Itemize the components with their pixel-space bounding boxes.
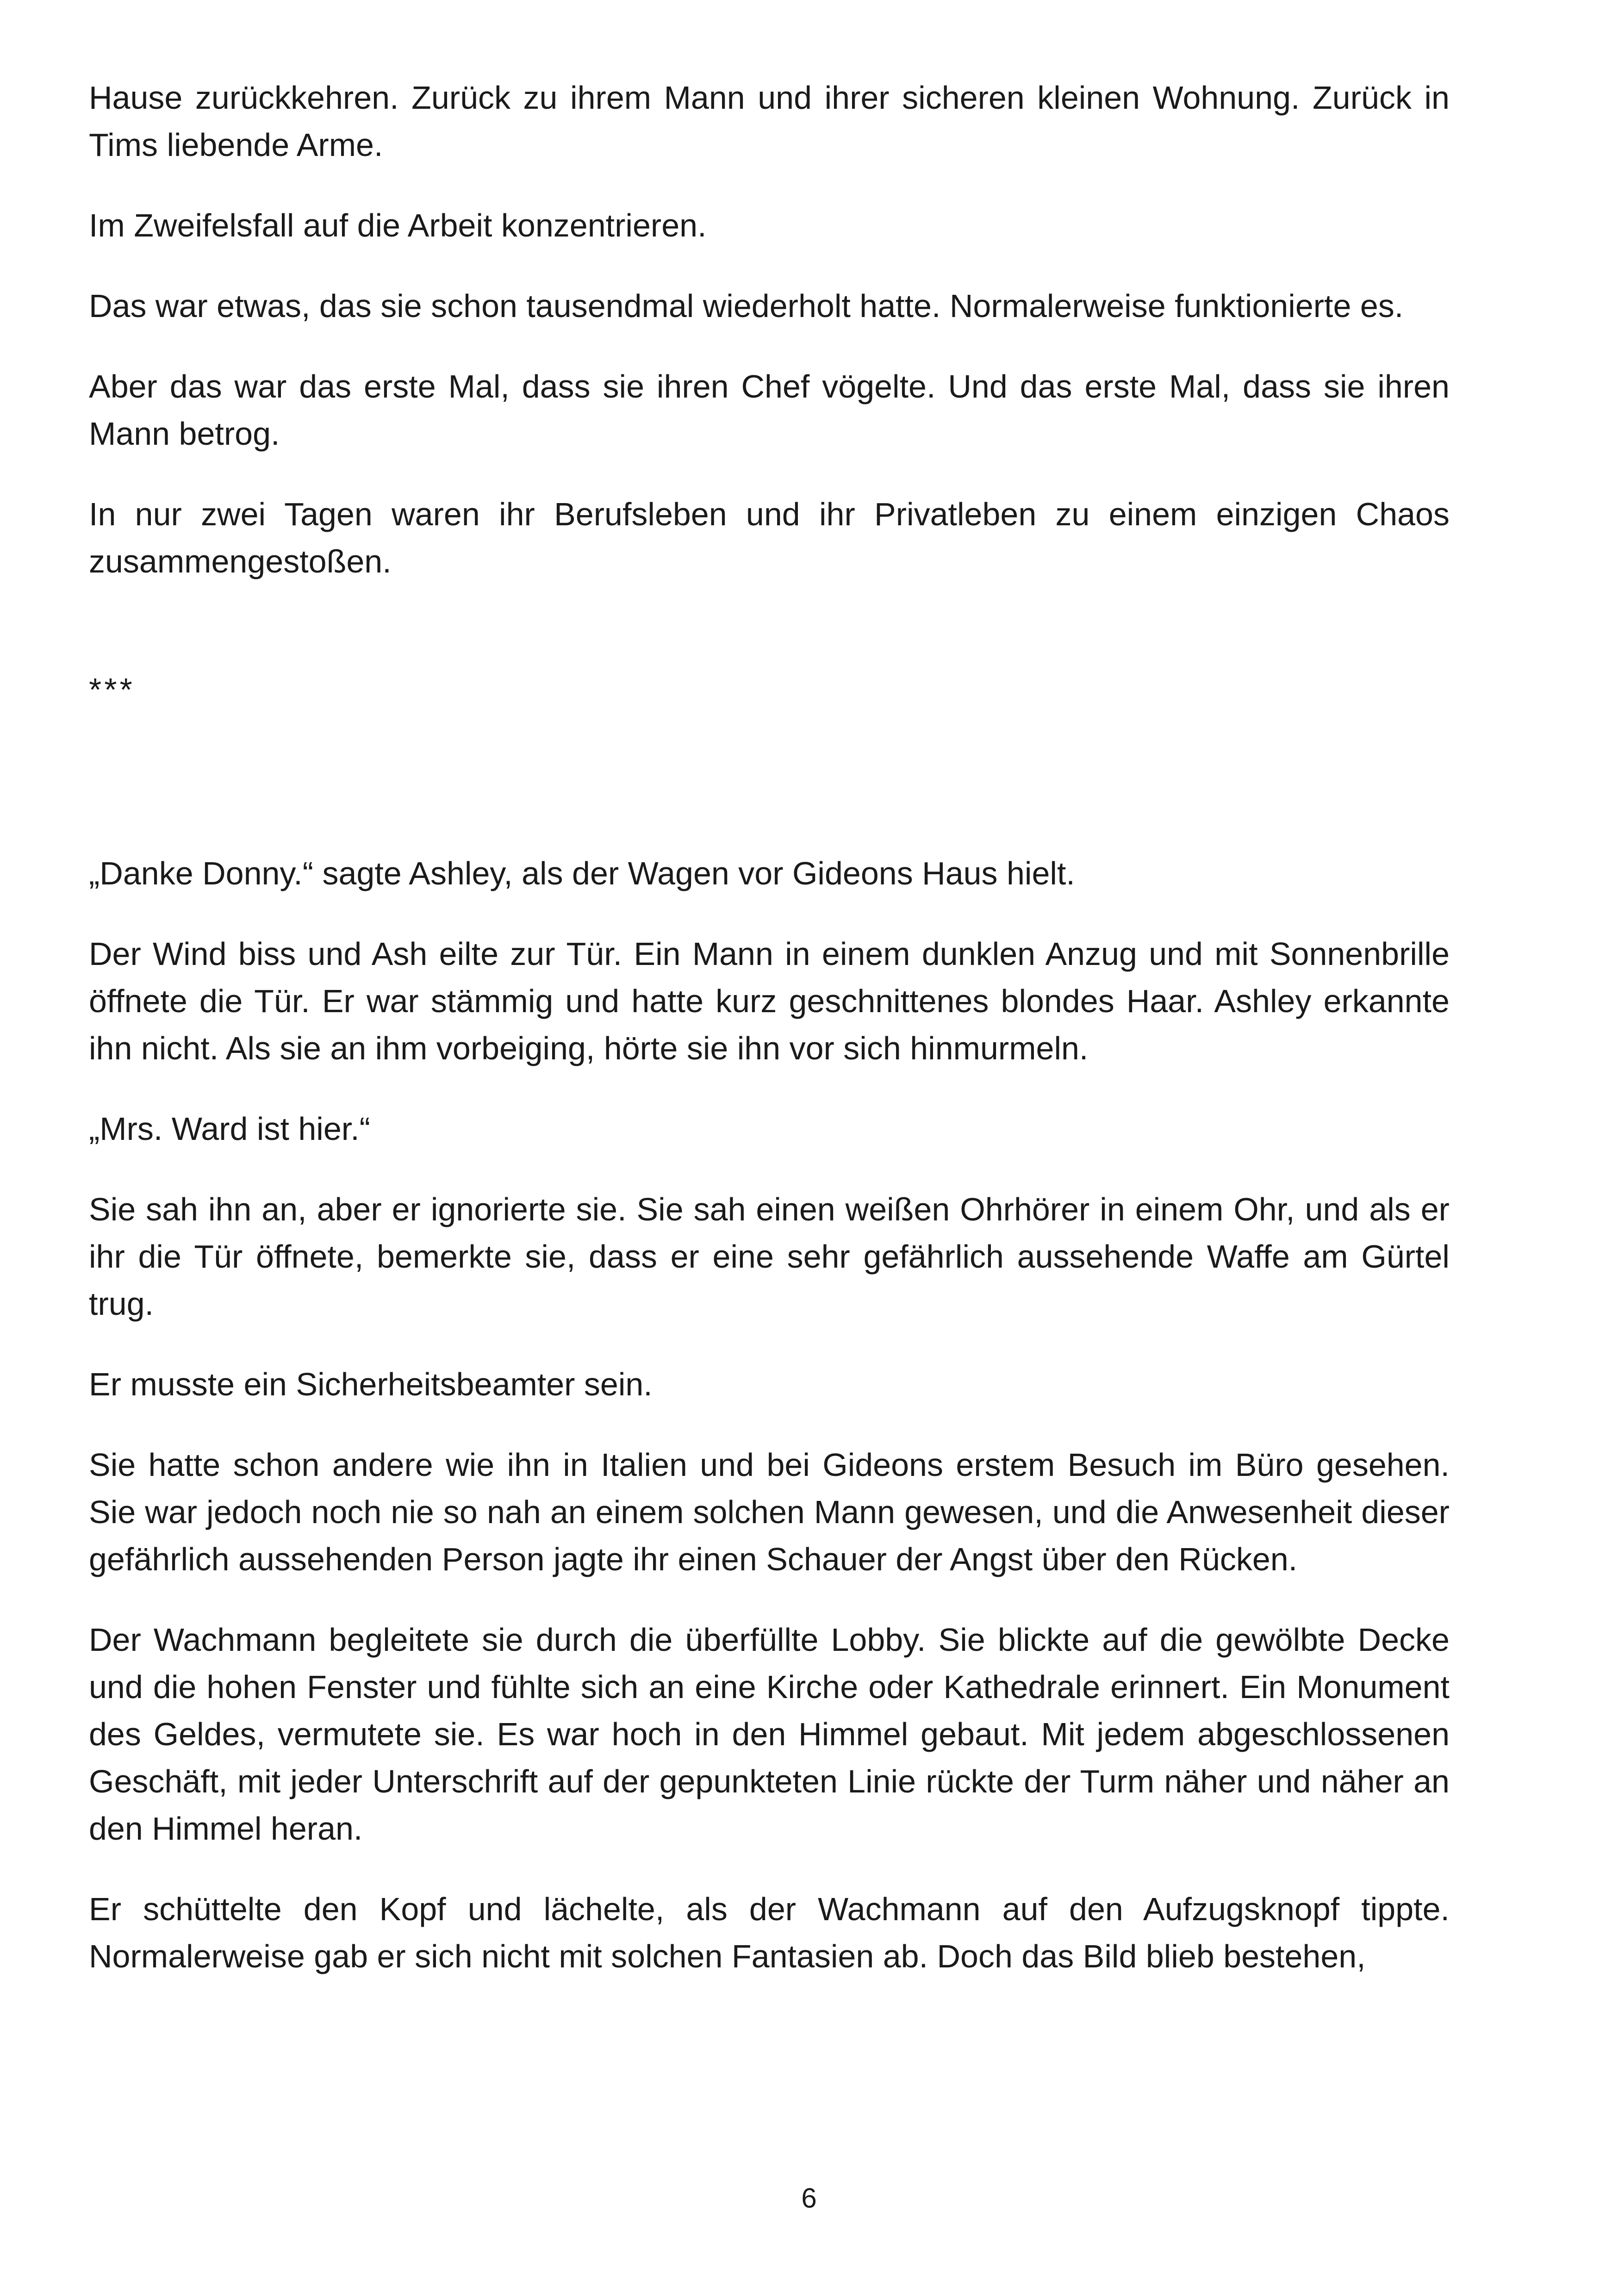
text-body	[89, 74, 1450, 2013]
scene-break: ***	[89, 672, 135, 708]
paragraph: Er musste ein Sicherheitsbeamter sein.	[89, 1366, 653, 1402]
paragraph: Er schüttelte den Kopf und lächelte, als der Wachmann auf den Aufzugsknopf tippte. Normalerweise gab er sich nicht mit solchen Fantasien ab. Doch das Bild blieb bestehen,	[89, 1891, 1450, 1974]
paragraph: In nur zwei Tagen waren ihr Berufsleben und ihr Privatleben zu einem einzigen Chaos zusammengestoßen.	[89, 496, 1450, 579]
paragraph: „Danke Donny.“ sagte Ashley, als der Wagen vor Gideons Haus hielt.	[89, 855, 1075, 891]
paragraph: „Mrs. Ward ist hier.“	[89, 1111, 370, 1147]
paragraph: Das war etwas, das sie schon tausendmal wiederholt hatte. Normalerweise funktionierte es.	[89, 288, 1404, 324]
page-number: 6	[801, 2183, 817, 2214]
paragraph: Hause zurückkehren. Zurück zu ihrem Mann und ihrer sicheren kleinen Wohnung. Zurück in Tims liebende Arme.	[89, 80, 1450, 163]
paragraph: Der Wind biss und Ash eilte zur Tür. Ein Mann in einem dunklen Anzug und mit Sonnenbrille öffnete die Tür. Er war stämmig und hatte kurz geschnittenes blondes Haar. Ashley erkannte ihn nicht. Als sie an ihm vorbeiging, hörte sie ihn vor sich hinmurmeln.	[89, 936, 1450, 1066]
paragraph: Aber das war das erste Mal, dass sie ihren Chef vögelte. Und das erste Mal, dass sie ihren Mann betrog.	[89, 368, 1450, 452]
paragraph: Sie hatte schon andere wie ihn in Italien und bei Gideons erstem Besuch im Büro gesehen. Sie war jedoch noch nie so nah an einem solchen Mann gewesen, und die Anwesenheit dieser gefährlich aussehenden Person jagte ihr einen Schauer der Angst über den Rücken.	[89, 1447, 1450, 1577]
paragraph: Sie sah ihn an, aber er ignorierte sie. Sie sah einen weißen Ohrhörer in einem Ohr, und als er ihr die Tür öffnete, bemerkte sie, dass er eine sehr gefährlich aussehende Waffe am Gürtel trug.	[89, 1191, 1450, 1322]
paragraph: Im Zweifelsfall auf die Arbeit konzentrieren.	[89, 207, 707, 243]
paragraph: Der Wachmann begleitete sie durch die überfüllte Lobby. Sie blickte auf die gewölbte Decke und die hohen Fenster und fühlte sich an eine Kirche oder Kathedrale erinnert. Ein Monument des Geldes, vermutete sie. Es war hoch in den Himmel gebaut. Mit jedem abgeschlossenen Geschäft, mit jeder Unterschrift auf der gepunkteten Linie rückte der Turm näher und näher an den Himmel heran.	[89, 1622, 1450, 1847]
